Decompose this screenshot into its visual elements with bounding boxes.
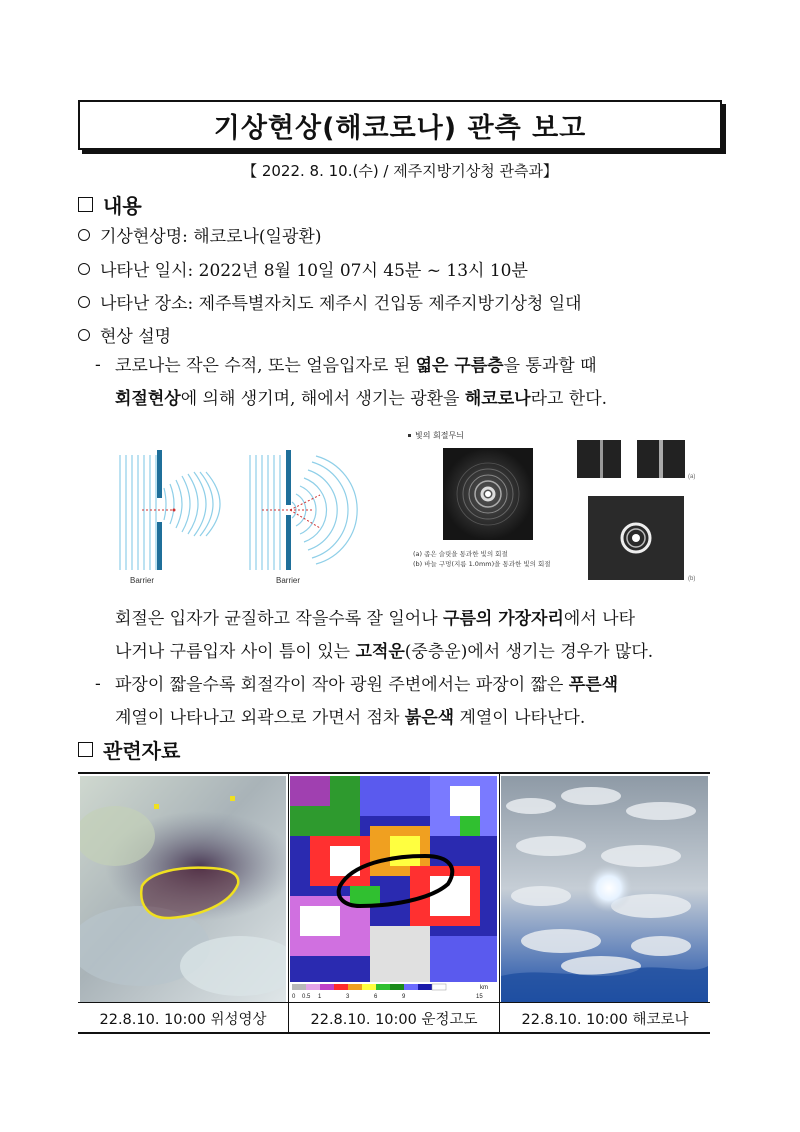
height-legend <box>290 982 497 1002</box>
dash-bullet: - <box>95 674 101 694</box>
circle-bullet-icon <box>78 329 90 341</box>
text-run: 코로나는 작은 수적, 또는 얼음입자로 된 <box>115 356 416 376</box>
circle-bullet-icon <box>78 229 90 241</box>
text-run-bold: 엷은 구름층 <box>415 356 504 376</box>
text-run-bold: 고적운 <box>355 642 405 662</box>
legend-tick: 1 <box>318 994 322 1000</box>
text-run: 에서 나타 <box>563 609 635 629</box>
barrier-top <box>157 450 162 498</box>
section-label: 관련자료 <box>103 739 181 763</box>
text-run: 계열이 나타나고 외곽으로 가면서 점차 <box>115 708 405 728</box>
text-run: 회절은 입자가 균질하고 작을수록 잘 일어나 <box>115 609 444 629</box>
table-bottom-rule <box>78 1032 710 1034</box>
desc-line <box>115 702 585 735</box>
section-heading-related <box>78 735 180 764</box>
text-run-bold: 푸른색 <box>568 675 619 695</box>
caption-corona: 22.8.10. 10:00 해코로나 <box>521 1011 689 1028</box>
circle-bullet-icon <box>78 296 90 308</box>
figure-caption-b: (b) 바늘 구멍(지름 1.0mm)을 통과한 빛의 회절 <box>413 560 551 568</box>
desc-line <box>115 669 618 702</box>
square-bullet-icon <box>78 742 93 757</box>
text-run-bold: 구름의 가장자리 <box>443 609 564 629</box>
text-run: 을 통과할 때 <box>503 356 597 376</box>
item-text: 현상 설명 <box>100 327 172 347</box>
table-mid-rule <box>78 1002 710 1003</box>
corona-photo <box>501 776 708 1002</box>
square-bullet-icon <box>78 197 93 212</box>
title-box <box>78 100 722 150</box>
list-item <box>78 289 582 314</box>
legend-tick: 0.5 <box>302 994 311 1000</box>
text-run: (중층운)에서 생기는 경우가 많다. <box>404 642 654 662</box>
table-top-rule <box>78 772 710 774</box>
text-run-bold: 붉은색 <box>404 708 455 728</box>
figure-tag: (b) <box>688 576 696 582</box>
legend-tick: 9 <box>402 994 406 1000</box>
legend-tick: 6 <box>374 994 378 1000</box>
caption-cloud-height: 22.8.10. 10:00 운정고도 <box>310 1011 478 1028</box>
item-text: 기상현상명: 해코로나(일광환) <box>100 227 322 247</box>
dash-bullet: - <box>95 355 101 375</box>
legend-unit: km <box>480 985 488 991</box>
desc-line <box>115 350 597 383</box>
page-title: 기상현상(해코로나) 관측 보고 <box>213 112 587 144</box>
slit-photo-left <box>577 440 621 478</box>
diffraction-pattern-figure <box>405 428 705 586</box>
section-label: 내용 <box>103 194 142 218</box>
barrier-top <box>286 450 291 505</box>
barrier-bottom <box>286 515 291 570</box>
text-run: 파장이 짧을수록 회절각이 작아 광원 주변에서는 파장이 짧은 <box>115 675 569 695</box>
figure-tag: (a) <box>688 474 696 480</box>
text-run: 라고 한다. <box>530 389 608 409</box>
report-subtitle: 【 2022. 8. 10.(수) / 제주지방기상청 관측과】 <box>242 162 558 180</box>
barrier-bottom <box>157 522 162 570</box>
table-col-divider <box>499 772 500 1032</box>
list-item <box>78 256 528 281</box>
item-text: 나타난 장소: 제주특별자치도 제주시 건입동 제주지방기상청 일대 <box>100 294 582 314</box>
text-run: 에 의해 생기며, 해에서 생기는 광환을 <box>180 389 465 409</box>
sun-corona <box>585 864 633 912</box>
legend-tick: 15 <box>476 994 483 1000</box>
text-run: 계열이 나타난다. <box>454 708 586 728</box>
desc-line <box>115 636 653 669</box>
desc-line <box>115 603 635 636</box>
barrier-label: Barrier <box>130 576 155 585</box>
cloud-height-map <box>290 776 497 1002</box>
table-col-divider <box>288 772 289 1032</box>
list-item <box>78 222 321 247</box>
section-heading-content <box>78 190 142 219</box>
satellite-image <box>80 776 286 1002</box>
list-item <box>78 322 171 347</box>
bullet-icon <box>408 434 411 437</box>
caption-satellite: 22.8.10. 10:00 위성영상 <box>99 1011 267 1028</box>
item-text: 나타난 일시: 2022년 8월 10일 07시 45분 ~ 13시 10분 <box>100 261 528 281</box>
circle-bullet-icon <box>78 263 90 275</box>
desc-line <box>115 383 607 416</box>
text-run-bold: 해코로나 <box>464 389 531 409</box>
diffraction-diagram <box>112 440 372 590</box>
figure-heading: 빛의 회절무늬 <box>415 431 464 440</box>
figure-caption-a: (a) 좁은 슬릿을 통과한 빛의 회절 <box>413 550 508 558</box>
text-run-bold: 회절현상 <box>115 389 181 409</box>
barrier-label: Barrier <box>276 576 301 585</box>
legend-tick: 0 <box>292 994 296 1000</box>
legend-tick: 3 <box>346 994 350 1000</box>
text-run: 나거나 구름입자 사이 틈이 있는 <box>115 642 356 662</box>
